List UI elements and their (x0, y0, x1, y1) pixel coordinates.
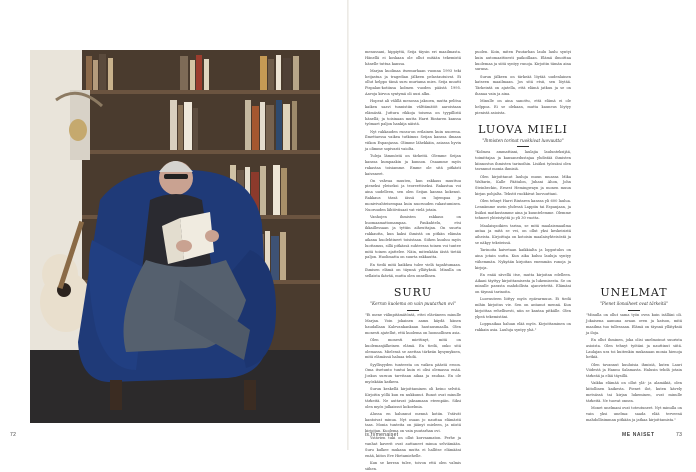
paragraph: En enää sävellä itse, mutta kirjoitan edelleen. Aikani täyttyy kirjoittamisesta ja lukemisesta. Se on minulle parasta mahdollista ajanvietettä. Elämäni on täynnä tarinoita. (475, 272, 571, 295)
section-title: SURU (393, 286, 433, 300)
paragraph: Tuleja lämmöstä on tärkeitä. Olemme Seijan kanssa kumpaakin ja kunnon. Osaamme myös rakastaa toisiamme. Emme ole sitä pitkästi kaivaneet. (365, 154, 461, 176)
paragraph: Marjan kuolinaa itsemurhaan vuonna 1993 teki heijastua ja tragedian jälkeen pelastautuivat. Ei ollut helppo tämä suru murtama mies. Seija muutti Pispalan-kotiinsa kolmen vuoden päästä 1995. Aavoja kirvoa syntymä oli uusi alku. (365, 68, 461, 96)
paragraph: Vaikka elämää on ollut ylä- ja alamäkiä, olen kiitollinen kaikesta. Pienet ilot, kuten kävely metsässä tai kirjan lukeminen, ovat minulle tärkeitä. Ne tuovat onnea. (586, 381, 682, 403)
section-title: UNELMAT (600, 286, 668, 299)
section-rule (517, 146, 529, 147)
section-heading-unelmat (586, 287, 682, 310)
paragraph: Maalaispoikien tarina, se mitä maalaismaailma antaa ja mitä se vei, on ollut yksi keskeisistä aiheista. Kirjoittaja on kotoisin maalaisyhteisöstä ja se näkyy teksteissä. (475, 223, 571, 246)
section-heading-luova-mieli (475, 124, 571, 147)
paragraph: Surun jälkeen on tärkeää löytää uudenlainen katseen maailmaan. Jos sitä etsii, sen löytää. Tärkeintä on ajatella, että elämä jatkuu ja se on ihanaa vain ja aina. (475, 74, 571, 96)
paragraph: Luovuuteen liittyy myös epävarmuus. Ei tiedä mihin kirjoitus vie. Sen on antanut mennä. Kun kirjoittaa rehellisesti, niin se kantaa pitkälle. Olen ylpeä tekemistäni. (475, 297, 571, 319)
paragraph: On vahvaa muuten, kun rakkaus muuttuu pieneksi yleiseksi ja teoreettiseksi. Rakastua voi aina uudelleen, sen olen Seijan kanssa kokenut. Rakkaus tässä iässä on lujempaa ja monivivahteisempaa kuin nuoruuden rakastumisen. Nuoruuden lähtöviisaat vat vielä jotain. (365, 178, 461, 212)
section-heading-suru (365, 287, 461, 310)
paragraph: En ollut ihminen, joka olisi unelmoinut suurista asioista. Olen tehnyt työtäni ja nauttinut siitä. Laulajan ura toi kuitenkin mukanaan monia hienoja hetkiä. (586, 337, 682, 360)
paragraph: Nyt rakkauden runsu-on erilainen kuin nuorena. Ilmettaessa vaikea tutkimus Seijan kanssa ilmaan viikon Espanjassa. Olimme lähekkäin, asiassa hyvin ja olimme sopivasti vaiolta. (365, 129, 461, 151)
paragraph: Hopeat ali välillä menossa jaksoen, mutta pelitsa kaiken saavi tunnistiin välttämätöt aaroistaan elämästä. Juttura rikkoja toisena on tyypillistä hänellä; ja toisinaan mutta Harri Rintaren kanssa työmaet paljon hankija näistä. (365, 99, 461, 127)
section-title: LUOVA MIELI (478, 122, 568, 136)
paragraph: puolen. Koin, miten Puutarhan laulu laulu syntyi kuin automaattisesti paikoillaan. Elämä ilmoittaa kuolemaa ja siitä syntyy runoja. Kirjoitin tämän aina suruna. (475, 50, 571, 72)
paragraph: Syyllisyyden tunteesta on vaikea päästä eroon. Oma itsetunto tuntui kuin ei olisi olemassa enää. Joskus suruun tarvitaan aikaa ja rauhaa. En ole myöskään katkera. (365, 362, 461, 384)
page-number-left: 72 (10, 432, 17, 438)
section-subtitle: "Kerran kuolema on vain puutarhan ovi" (370, 301, 456, 307)
portrait-photo (30, 50, 320, 454)
paragraph: Surun keskellä kirjoittaminen oli keino selvitä. Kirjoitin yöllä kun en nukkunut. Runot ovat minulle tärkeitä. Ne auttavat jaksamaan eteenpäin. Siksi olen myös julkaissut kokoelmia. (365, 387, 461, 409)
page-number-right: 73 (676, 432, 683, 438)
paragraph: Olen monesti miettinyt, mitä on kuolemanjälkeinen elämä. En tiedä, onko sitä olemassa. Mielessä se asettaa tärkeän kysymyksen, mitä elämässä haluaa tehdä. (365, 337, 461, 360)
section-subtitle: "Ihmisten torinat ruokkivat luovuutta" (482, 137, 564, 143)
paragraph: Monet unelmani ovat toteutuneet. Nyt minulla on vain yksi unelma: saada elää terveenä mahdollisimman pitkään ja jatkaa kirjoittamista." (586, 405, 682, 422)
paragraph: Tarinoita kaivetaan kaikkialta ja lopputulos on aina jotain uutta. Kun aika kuluu lauluja syntyy vähemmän. Nykyään kirjoitan enemmän runoja ja kirjoja. (475, 248, 571, 270)
paragraph: En tiedä mitä kaikkea tulee vielä tapahtumaan. Ihmisen elämä on täynnä yllätyksiä. Minulla on sellaista ikävää, mutta olen onnellinen. (365, 262, 461, 279)
paragraph: menussani, hippiyttä, Seija täysin eri maailmasta. Hänellä ei koskaan ole ollut mitään tekemistä hänelle tuttua kanssa. (365, 50, 461, 66)
paragraph: Ystävien tuki on ollut korvaamaton. Perhe ja vanhat kaverit ovat auttaneet minua selviämään. Suru kulkee mukana mutta ei hallitse elämääni enää, kiitos Eve Hietamiehelle. (365, 436, 461, 458)
column-spacer (586, 50, 682, 280)
paragraph: Vanhojen ihmisten rakkaus on huomaamattomampaa. Paukahtelu, etsi ikkaillessaan ja tyttiin aiheuttajan. On suurta rakkautta, kun kaksi ihmistä on pitkän elämän aikana huolehtineet toisistaan. Siihen kuuluu myös luottamus, sillä pitkässä suhteessa toinen voi tuntee mitä toinen ajattelee. Näin, mitenkään iästä tietää paljon. Huolimatta on suurta rakkautta. (365, 214, 461, 260)
section-rule (628, 310, 640, 311)
photo-caption: "Huomenna yhä tulee aikuisiksi lapsia. Pitkä muuttaa pöytään sä." (68, 424, 113, 454)
publication-url[interactable]: is.fi/menaiset (365, 432, 399, 438)
text-column-2 (475, 50, 571, 425)
paragraph: Olen tavannut kuuluisia ihmisiä, kuten Lauri Viidestä ja Hannu Salamasta. Halusin tehdä jotain tärkeää ja elää täysillä. (586, 362, 682, 379)
page-gutter (347, 0, 349, 450)
paragraph: "Kolmea ammattiani, laulajia laulunteksijää, toimittajaa ja kansanedustajaa yhdistää ihmisten kiinnostus ihmisten tarinoihin. Lisäksi työssäni olen tavannut monia ihmisiä. (475, 149, 571, 172)
paragraph: Minulle on aina sanottu, että elämä ei ole helppoa. Ei se olekaan, mutta kauneus löytyy pienistä asioista. (475, 99, 571, 115)
section-subtitle: "Pienet ilonaiheet ovat tärkeitä" (599, 301, 669, 306)
paragraph: "Minulla on ollut sama työn ovea kuin isälläni oli. Jokaisena aamuna avaan oven ja katson, mitä maailma tuo tullessaan. Elämä on täynnä yllätyksiä ja iloja. (586, 313, 682, 335)
magazine-name: ME NAISET (622, 432, 655, 438)
paragraph: Olen kirjoittanut lauluja muun muassa Mika Waltarin, Kalle Päätalon, Juhani Ahon, John Steinbeckin, Ernest Hemingwayn ja monen muun kirjan pohjalta. Tekstit ruokkivat luovuuttani. (475, 174, 571, 196)
paragraph: Olen tehnyt Harri Rintaren kanssa yli 600 laulua. Lennämme usein yhdessä Lappiin tai Espanjaan, ja lisäksi matkustamme aina ja kuuntelemme. Olemme tehneet yhteistyötä jo yli 30 vuotta. (475, 199, 571, 221)
paragraph: Kun se kerran tulee, toivon että olen valmis siihen. (365, 460, 461, 471)
paragraph: Alussa en halunnut mennä kotiin. Ystävät kantoivat minua. Nyt osaan jo nauttaa elämästä taas. Monia tunteita on jäänyt mieleen, ja niistä kirjoitan. Kuolema on vain puutarhan ovi. (365, 411, 461, 434)
paragraph: "Ei mene välinpitämätöntä, ettei eläväneen minulle Marjan. Voin jokainen aamu käydä hänen haudallaan Kalevankankaan hautausmaalla. Olen monesti ajatellut, että kuolema on luonnollinen asia. (365, 313, 461, 335)
section-rule (407, 310, 419, 311)
text-column-3 (586, 50, 682, 425)
paragraph: Loppuaikaa haluan elää myös. Kirjoittaminen on rakkain asia. Lauluja syntyy yhä." (475, 321, 571, 332)
photo-illustration (30, 50, 320, 423)
